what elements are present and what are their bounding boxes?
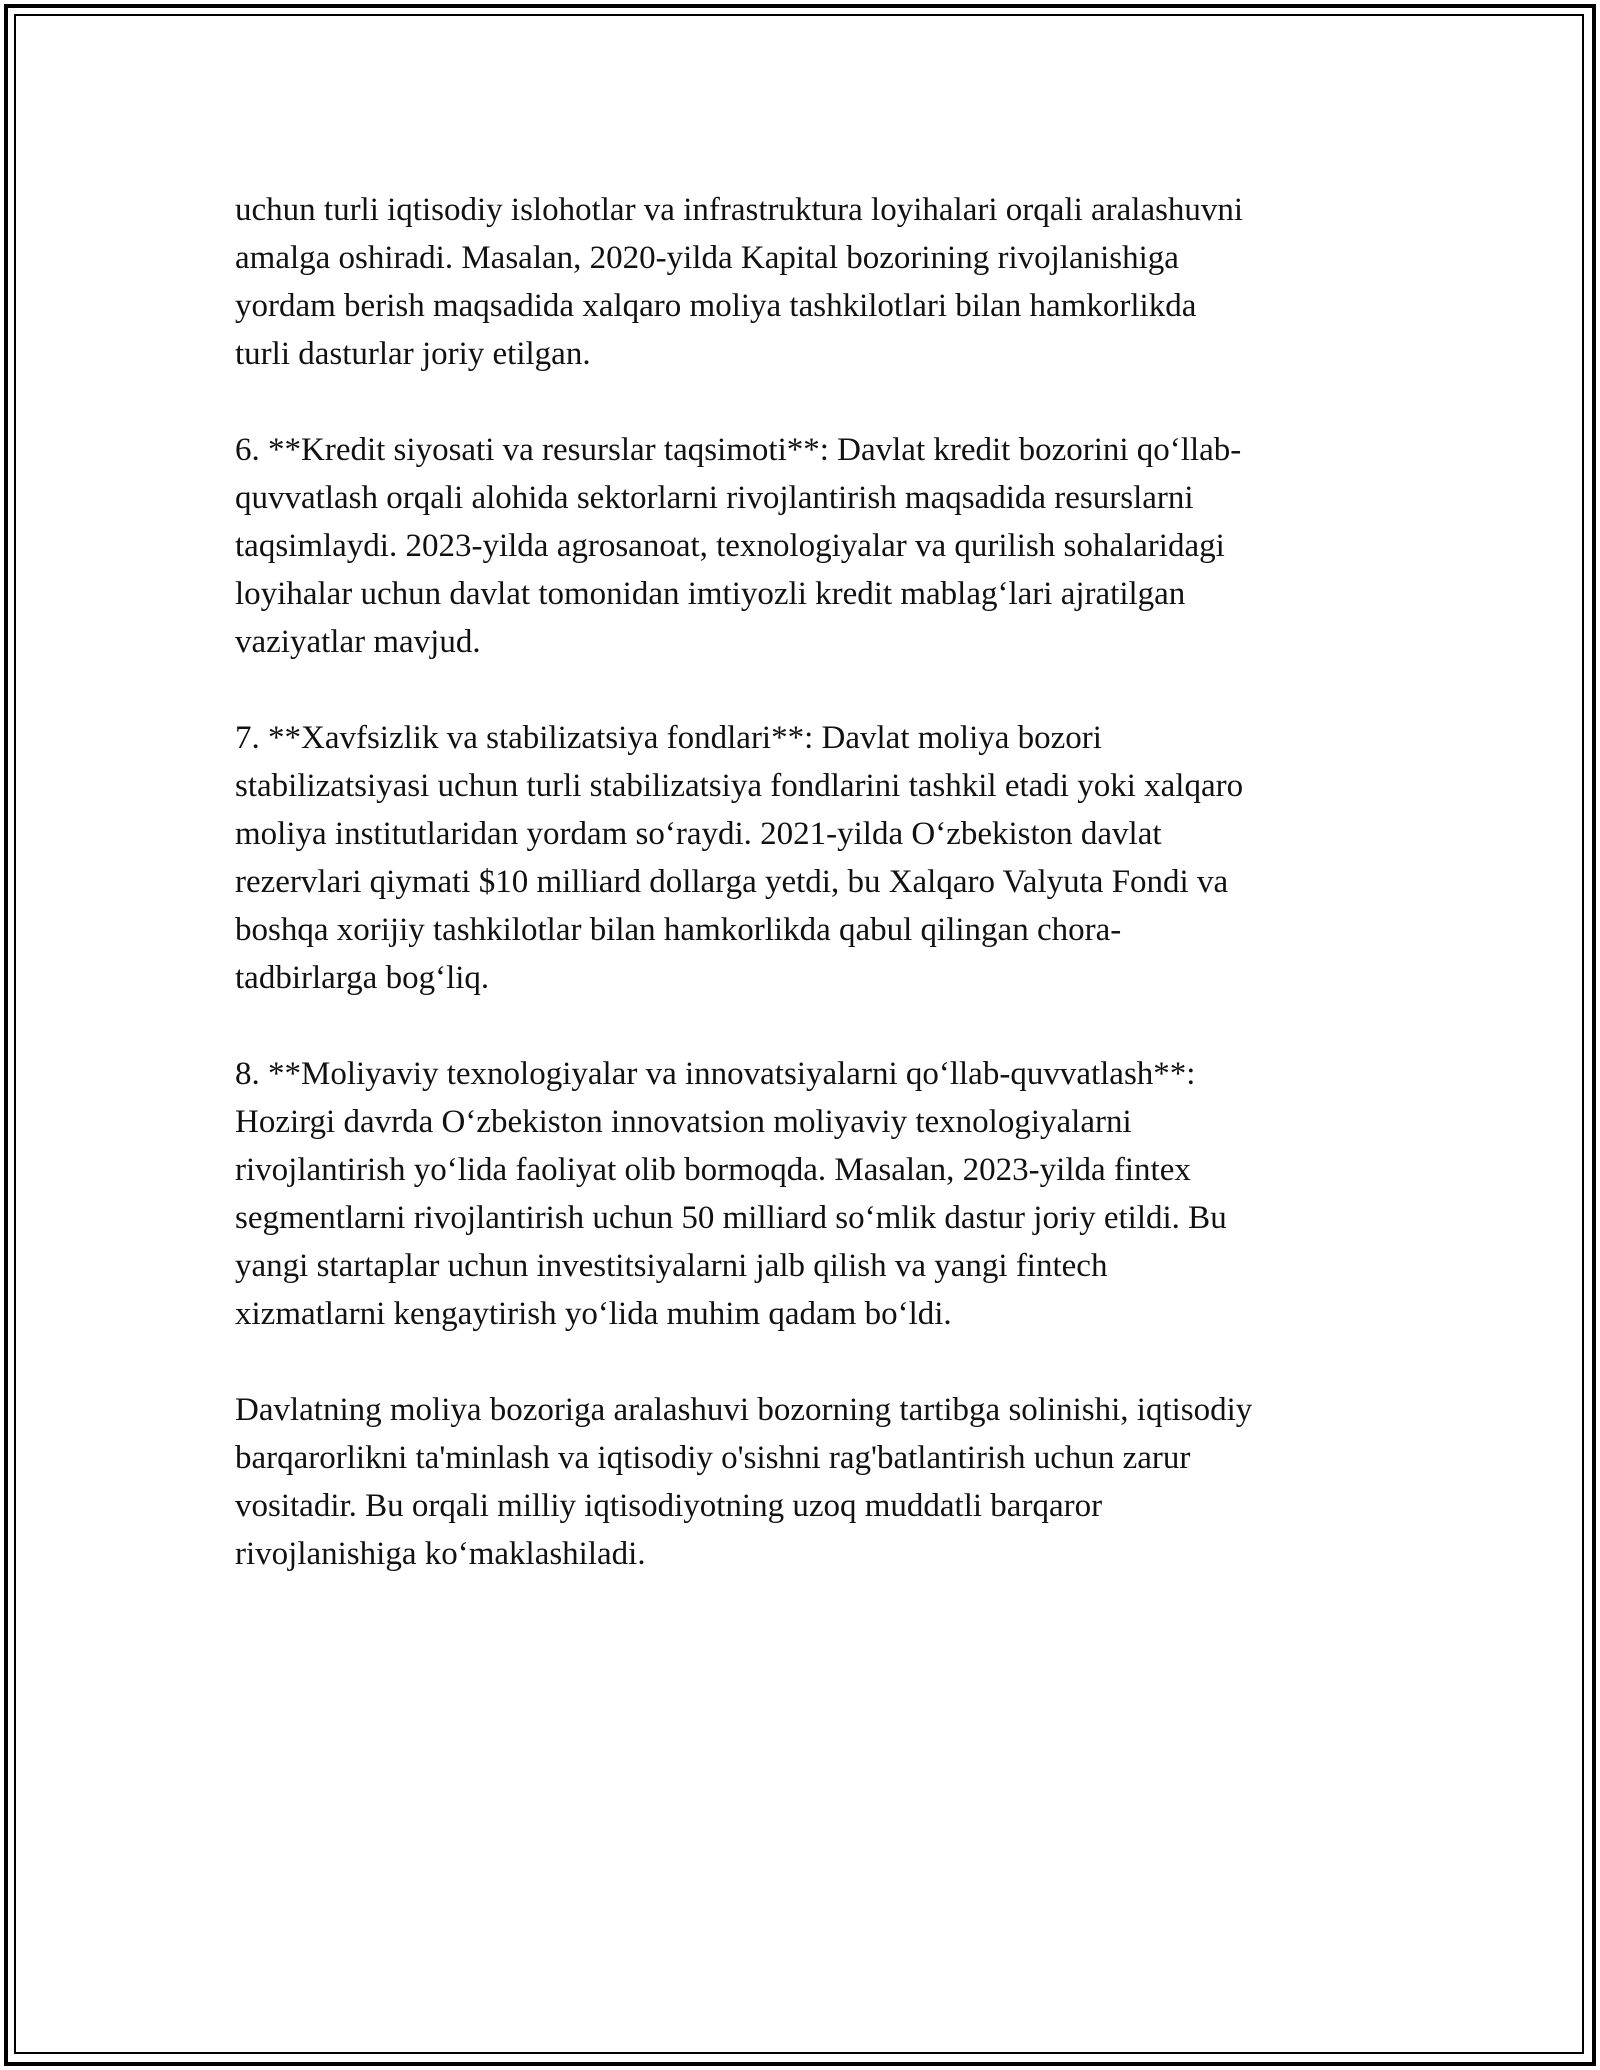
text-line: Davlatning moliya bozoriga aralashuvi bozorning tartibga solinishi, iqtisodiy [235,1392,1253,1428]
text-line: rivojlantirish yo‘lida faoliyat olib bormoqda. Masalan, 2023-yilda fintex [235,1152,1191,1188]
text-line: boshqa xorijiy tashkilotlar bilan hamkorlikda qabul qilingan chora- [235,912,1122,948]
text-line: taqsimlaydi. 2023-yilda agrosanoat, texnologiyalar va qurilish sohalaridagi [235,528,1225,564]
text-line: rivojlanishiga ko‘maklashiladi. [235,1536,646,1572]
text-line: barqarorlikni ta'minlash va iqtisodiy o'sishni rag'batlantirish uchun zarur [235,1440,1191,1476]
text-line: quvvatlash orqali alohida sektorlarni rivojlantirish maqsadida resurslarni [235,480,1194,516]
text-line: segmentlarni rivojlantirish uchun 50 milliard so‘mlik dastur joriy etildi. Bu [235,1200,1227,1236]
paragraph-conclusion [235,1386,1375,1578]
text-line: xizmatlarni kengaytirish yo‘lida muhim qadam bo‘ldi. [235,1296,952,1332]
text-line: 6. **Kredit siyosati va resurslar taqsimoti**: Davlat kredit bozorini qo‘llab- [235,432,1242,468]
text-line: yordam berish maqsadida xalqaro moliya tashkilotlari bilan hamkorlikda [235,288,1197,324]
text-line: loyihalar uchun davlat tomonidan imtiyozli kredit mablag‘lari ajratilgan [235,576,1186,612]
text-line: yangi startaplar uchun investitsiyalarni jalb qilish va yangi fintech [235,1248,1108,1284]
text-line: tadbirlarga bog‘liq. [235,960,490,996]
text-line: uchun turli iqtisodiy islohotlar va infrastruktura loyihalari orqali aralashuvni [235,192,1244,228]
text-line: 7. **Xavfsizlik va stabilizatsiya fondlari**: Davlat moliya bozori [235,720,1102,756]
text-line: 8. **Moliyaviy texnologiyalar va innovatsiyalarni qo‘llab-quvvatlash**: [235,1056,1196,1092]
paragraph-intro [235,186,1375,378]
text-line: vaziyatlar mavjud. [235,624,481,660]
paragraph-item-6 [235,426,1375,666]
text-line: amalga oshiradi. Masalan, 2020-yilda Kapital bozorining rivojlanishiga [235,240,1179,276]
paragraph-item-8 [235,1050,1375,1338]
text-line: moliya institutlaridan yordam so‘raydi. 2021-yilda O‘zbekiston davlat [235,816,1162,852]
text-line: stabilizatsiyasi uchun turli stabilizatsiya fondlarini tashkil etadi yoki xalqaro [235,768,1244,804]
paragraph-item-7 [235,714,1375,1002]
text-line: turli dasturlar joriy etilgan. [235,336,591,372]
text-line: vositadir. Bu orqali milliy iqtisodiyotning uzoq muddatli barqaror [235,1488,1103,1524]
text-line: Hozirgi davrda O‘zbekiston innovatsion moliyaviy texnologiyalarni [235,1104,1132,1140]
document-body [235,186,1375,1578]
text-line: rezervlari qiymati $10 milliard dollarga yetdi, bu Xalqaro Valyuta Fondi va [235,864,1229,900]
